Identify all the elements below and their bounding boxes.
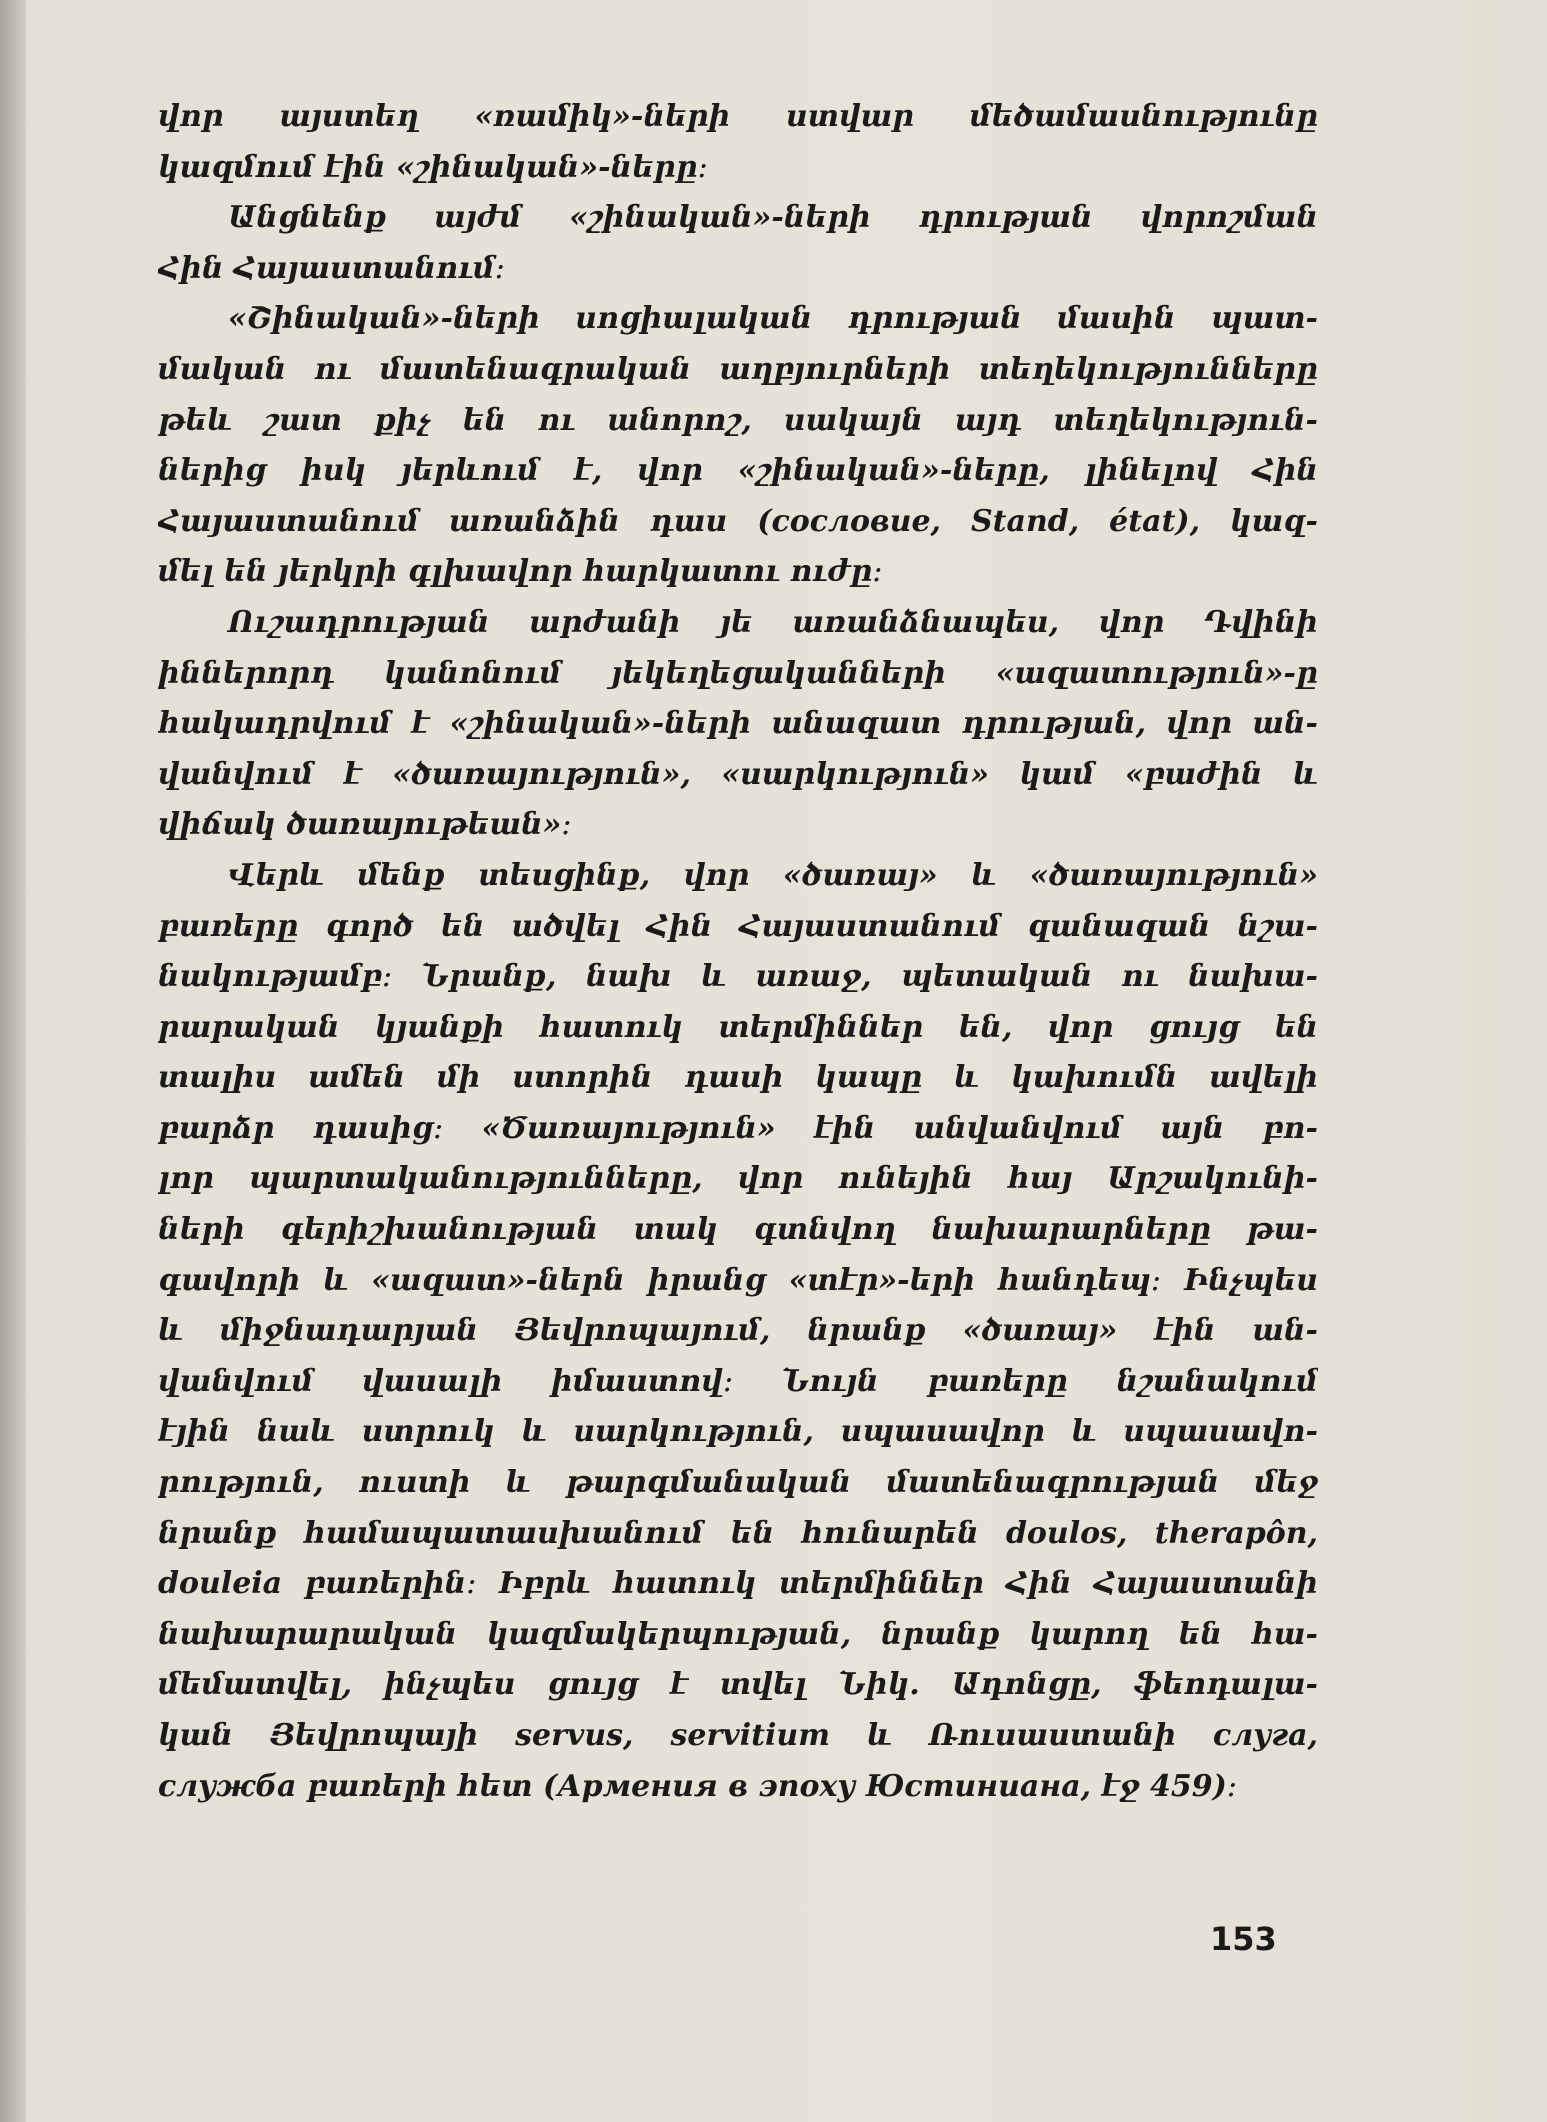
text-line: տալիս ամեն մի ստորին դասի կապը և կախումն ավելի [158, 1060, 1318, 1096]
text-line: Ուշադրության արժանի յե առանձնապես, վոր Դվինի [228, 604, 1318, 640]
text-line: նախարարական կազմակերպության, նրանք կարող են հա- [158, 1616, 1318, 1652]
text-line: կան Յեվրոպայի servus, servitium և Ռուսաստանի слуга, [158, 1718, 1318, 1753]
page-number: 153 [1210, 1920, 1277, 1958]
text-line: էյին նաև ստրուկ և սարկություն, սպասավոր և սպասավո- [158, 1414, 1318, 1450]
text-line: և միջնադարյան Յեվրոպայում, նրանք «ծառայ» էին ան- [158, 1313, 1318, 1349]
text-line: թեև շատ քիչ են ու անորոշ, սակայն այդ տեղեկություն- [158, 402, 1318, 438]
text-line: մական ու մատենագրական աղբյուրների տեղեկությունները [158, 351, 1318, 387]
text-line: Վերև մենք տեսցինք, վոր «ծառայ» և «ծառայություն» [228, 857, 1318, 893]
text-line: «Շինական»-ների սոցիալական դրության մասին պատ- [228, 301, 1318, 337]
text-line: служба բառերի հետ (Армения в эпоху Юстиниана, էջ 459)։ [158, 1768, 1238, 1804]
text-line: վանվում վասալի իմաստով։ Նույն բառերը նշանակում [158, 1363, 1318, 1399]
text-line: րարական կյանքի հատուկ տերմիններ են, վոր ցույց են [158, 1009, 1318, 1045]
text-line: վիճակ ծառայութեան»։ [158, 807, 572, 843]
text-line: իններորդ կանոնում յեկեղեցականների «ազատություն»-ը [158, 655, 1318, 691]
text-line: լոր պարտականությունները, վոր ունեյին հայ Արշակունի- [158, 1161, 1318, 1197]
text-line: douleia բառերին։ Իբրև հատուկ տերմիններ Հին Հայաստանի [158, 1566, 1318, 1602]
text-line: կազմում էին «շինական»-ները։ [158, 149, 708, 185]
text-line: վանվում է «ծառայություն», «սարկություն» կամ «բաժին և [158, 756, 1318, 792]
text-line: նակությամբ։ Նրանք, նախ և առաջ, պետական ու նախա- [158, 959, 1318, 995]
text-line: գավորի և «ազատ»-ներն իրանց «տէր»-երի հանդեպ։ Ինչպես [158, 1262, 1318, 1298]
text-line: րություն, ուստի և թարգմանական մատենագրության մեջ [158, 1465, 1318, 1501]
text-line: ներից իսկ յերևում է, վոր «շինական»-ները, լինելով Հին [158, 453, 1318, 489]
text-line: ների գերիշխանության տակ գտնվող նախարարները թա- [158, 1212, 1318, 1248]
text-line: Հին Հայաստանում։ [158, 250, 505, 286]
text-line: վոր այստեղ «ռամիկ»-ների ստվար մեծամասնությունը [158, 99, 1318, 134]
page-gutter [0, 0, 26, 2122]
text-line: մել են յերկրի գլխավոր հարկատու ուժը։ [158, 554, 883, 590]
text-line: բարձր դասից։ «Ծառայություն» էին անվանվում այն բո- [158, 1110, 1318, 1146]
text-line: հակադրվում է «շինական»-ների անազատ դրության, վոր ան- [158, 706, 1318, 742]
text-line: բառերը գործ են ածվել Հին Հայաստանում զանազան նշա- [158, 908, 1318, 944]
text-line: Հայաստանում առանձին դաս (сословие, Stand, état), կազ- [158, 503, 1318, 539]
text-line: նրանք համապատասխանում են հունարեն doulos, therapôn, [158, 1515, 1318, 1551]
body-text [158, 92, 1318, 1812]
text-line: Անցնենք այժմ «շինական»-ների դրության վորոշման [228, 200, 1318, 236]
text-line: մեմատվել, ինչպես ցույց է տվել Նիկ. Ադոնցը, ֆեոդալա- [158, 1667, 1318, 1703]
